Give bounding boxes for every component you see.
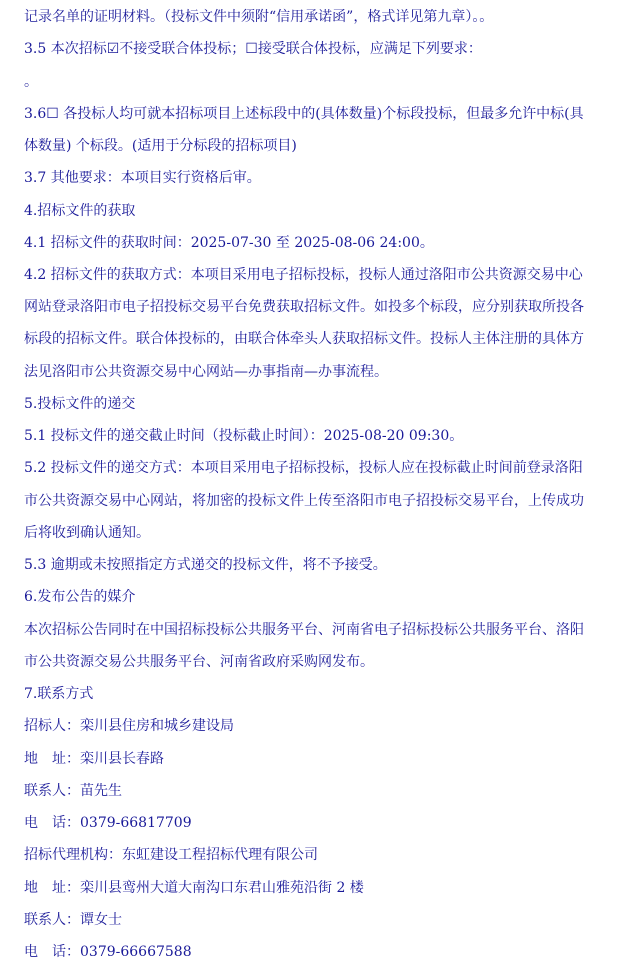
text-line-3-6b: 体数量) 个标段。(适用于分标段的招标项目)	[24, 138, 297, 154]
contact-tenderer-phone: 电 话：0379-66817709	[24, 815, 192, 831]
section-heading-4: 4.招标文件的获取	[24, 203, 136, 219]
text-line-4-2c: 标段的招标文件。联合体投标的，由联合体牵头人获取招标文件。投标人主体注册的具体方	[24, 331, 584, 347]
section-heading-6: 6.发布公告的媒介	[24, 589, 136, 605]
text-line-6a: 本次招标公告同时在中国招标投标公共服务平台、河南省电子招标投标公共服务平台、洛阳	[24, 622, 584, 638]
contact-agency-person: 联系人：谭女士	[24, 912, 122, 928]
text-line-4-2d: 法见洛阳市公共资源交易中心网站—办事指南—办事流程。	[24, 364, 388, 380]
contact-agency: 招标代理机构：东虹建设工程招标代理有限公司	[24, 847, 318, 863]
text-line-3-7: 3.7 其他要求：本项目实行资格后审。	[24, 170, 261, 186]
section-heading-7: 7.联系方式	[24, 686, 94, 702]
section-heading-5: 5.投标文件的递交	[24, 396, 136, 412]
text-line-5-2c: 后将收到确认通知。	[24, 525, 150, 541]
text-line-4-2a: 4.2 招标文件的获取方式：本项目采用电子招标投标，投标人通过洛阳市公共资源交易中心	[24, 267, 583, 283]
text-line-6b: 市公共资源交易公共服务平台、河南省政府采购网发布。	[24, 654, 374, 670]
contact-agency-address: 地 址：栾川县鸾州大道大南沟口东君山雅苑沿街 2 楼	[24, 880, 364, 896]
text-line-5-1: 5.1 投标文件的递交截止时间（投标截止时间）：2025-08-20 09:30。	[24, 428, 464, 444]
text-line-4-2b: 网站登录洛阳市电子招投标交易平台免费获取招标文件。如投多个标段，应分别获取所投各	[24, 299, 584, 315]
contact-tenderer-person: 联系人：苗先生	[24, 783, 122, 799]
text-line-3-5: 3.5 本次招标☑不接受联合体投标；☐接受联合体投标，应满足下列要求：	[24, 41, 482, 57]
contact-tenderer-address: 地 址：栾川县长春路	[24, 751, 164, 767]
text-line-4-1: 4.1 招标文件的获取时间：2025-07-30 至 2025-08-06 24:00。	[24, 235, 434, 251]
text-line-5-2b: 市公共资源交易中心网站，将加密的投标文件上传至洛阳市电子招投标交易平台，上传成功	[24, 493, 584, 509]
text-line-materials: 记录名单的证明材料。（投标文件中须附“信用承诺函”，格式详见第九章）。。	[24, 9, 494, 25]
contact-tenderer: 招标人：栾川县住房和城乡建设局	[24, 718, 234, 734]
text-line-period: 。	[24, 74, 38, 90]
text-line-3-6a: 3.6☐ 各投标人均可就本招标项目上述标段中的(具体数量)个标段投标，但最多允许中标(具	[24, 106, 584, 122]
text-line-5-2a: 5.2 投标文件的递交方式：本项目采用电子招标投标，投标人应在投标截止时间前登录洛阳	[24, 460, 583, 476]
contact-agency-phone: 电 话：0379-66667588	[24, 944, 192, 960]
text-line-5-3: 5.3 逾期或未按照指定方式递交的投标文件，将不予接受。	[24, 557, 387, 573]
